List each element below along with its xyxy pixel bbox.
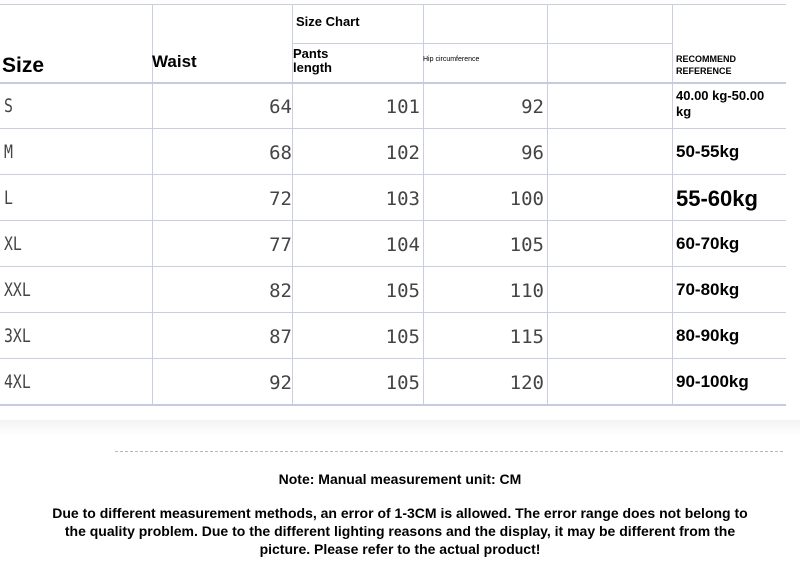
grid-line	[423, 4, 424, 406]
cell-recommend: 50-55kg	[676, 142, 740, 161]
grid-line	[0, 358, 786, 359]
cell-hip: 105	[509, 234, 544, 256]
chart-title: Size Chart	[296, 14, 360, 29]
cell-pants-length: 101	[385, 96, 420, 118]
cell-waist: 68	[269, 142, 292, 164]
cell-recommend: 55-60kg	[676, 186, 758, 211]
cell-recommend: 80-90kg	[676, 326, 740, 345]
cell-hip: 100	[509, 188, 544, 210]
cell-recommend: 60-70kg	[676, 234, 740, 253]
cell-waist: 87	[269, 326, 292, 348]
grid-line	[0, 128, 786, 129]
grid-line	[0, 404, 786, 406]
grid-line	[0, 220, 786, 221]
cell-size: S	[4, 95, 13, 117]
header-pants-length: Pants length	[293, 46, 332, 75]
note-body: Due to different measurement methods, an error of 1-3CM is allowed. The error range does not belong to the quality problem. Due to the different lighting reasons and the display, it may be different from the picture. Please refer to the actual product!	[52, 505, 748, 557]
cell-hip: 115	[509, 326, 544, 348]
grid-line	[547, 4, 548, 406]
grid-line	[672, 4, 673, 406]
cell-recommend: 70-80kg	[676, 280, 740, 299]
header-recommend: RECOMMEND REFERENCE	[676, 54, 736, 76]
header-hip: Hip circumference	[423, 56, 480, 63]
cell-waist: 64	[269, 96, 292, 118]
cell-pants-length: 105	[385, 326, 420, 348]
cell-pants-length: 105	[385, 280, 420, 302]
cell-hip: 120	[509, 372, 544, 394]
cell-size: XXL	[4, 279, 31, 301]
cell-size: 3XL	[4, 325, 31, 347]
cell-recommend: 40.00 kg-50.00 kg	[676, 88, 765, 119]
cell-size: M	[4, 141, 13, 163]
dashed-divider	[115, 451, 783, 452]
cell-pants-length: 103	[385, 188, 420, 210]
note-title: Note: Manual measurement unit: CM	[278, 471, 522, 487]
cell-size: 4XL	[4, 371, 31, 393]
cell-waist: 82	[269, 280, 292, 302]
cell-waist: 72	[269, 188, 292, 210]
grid-line	[0, 312, 786, 313]
cell-waist: 92	[269, 372, 292, 394]
cell-waist: 77	[269, 234, 292, 256]
cell-hip: 96	[521, 142, 544, 164]
cell-pants-length: 102	[385, 142, 420, 164]
cell-size: L	[4, 187, 13, 209]
grid-line	[0, 82, 786, 84]
cell-recommend: 90-100kg	[676, 372, 749, 391]
cell-pants-length: 104	[385, 234, 420, 256]
grid-line	[292, 43, 672, 44]
header-waist: Waist	[152, 52, 197, 71]
cell-pants-length: 105	[385, 372, 420, 394]
cell-hip: 110	[509, 280, 544, 302]
cell-size: XL	[4, 233, 22, 255]
section-shadow	[0, 420, 800, 436]
grid-line	[0, 266, 786, 267]
cell-hip: 92	[521, 96, 544, 118]
grid-line	[0, 4, 786, 5]
grid-line	[0, 174, 786, 175]
header-size: Size	[2, 54, 45, 77]
